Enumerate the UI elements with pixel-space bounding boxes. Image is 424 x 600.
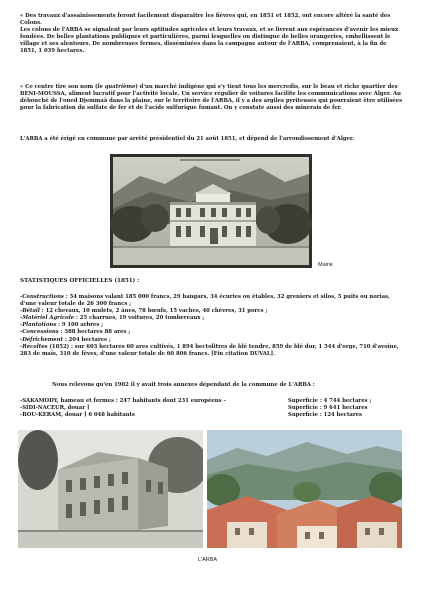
- stat-value: : 12 chevaux, 10 mulets, 2 ânes, 78 bœufs, 15 vaches, 40 chèvres, 31 porcs ;: [39, 308, 268, 315]
- stat-line: [20, 329, 404, 336]
- annexes-table: [20, 398, 410, 419]
- mairie-photo: [110, 154, 312, 268]
- town-illustration: [207, 430, 402, 548]
- market-paragraph: [20, 84, 404, 112]
- stat-value: : 25 charrues, 19 voitures, 20 tombereaux ;: [74, 315, 205, 322]
- annex-area: Superficie : 124 hectares: [288, 412, 363, 418]
- market-text-italic: le quatrième: [97, 84, 136, 90]
- stat-label: -Bétail: [20, 308, 40, 315]
- intro-paragraph-1: « Des travaux d'assainissements feront facilement disparaître les fièvres qui, en 1851 et 1852, ont encore altéré la santé des Colons.: [20, 13, 391, 27]
- annex-row: [20, 405, 410, 412]
- stat-value: : 388 hectares 88 ares ;: [58, 329, 131, 336]
- building-photo: [18, 430, 203, 548]
- stat-line: [20, 315, 404, 322]
- stat-label: -Concessions: [20, 329, 59, 336]
- stat-label: -Constructions: [20, 294, 64, 300]
- market-text-b: ) d'un marché indigène qui s'y tient tous les mercredis, sur le beau et riche quartier des BENI-MOUSSA, aliment lucratif pour l'activité locale. Un service régulier de voitures facilite les communications avec Alger. Au débouché de l'oued Djemmaâ dans la plaine, sur le territoire de l'ARBA, il y a des argiles pyriteuses qui pourraient être utilisées pour la fabrication du sulfate de fer et de l'acide sulfurique fumant. On y constate aussi des minerais de fer.: [20, 84, 403, 112]
- building-illustration: [18, 430, 203, 548]
- stat-value: (1852) : sur 603 hectares 60 ares cultivés, 1 894 hectolitres de blé tendre, 859 de blé dur, 1 544 d'orge, 710 d'avoine, 283 de maïs, 310 de fèves, d'une valeur totale de 60 806 francs. [Fin citation DUVAL].: [20, 343, 399, 357]
- stat-label: -Récoltes: [20, 343, 48, 350]
- stat-line: [20, 344, 404, 358]
- annex-name: -SAKAMODY, hameau et fermes : 247 habitants dont 231 européens –: [20, 398, 227, 404]
- stat-line: [20, 337, 404, 344]
- commune-paragraph: L'ARBA a été érigé en commune par arrêté présidentiel du 21 août 1851, et dépend de l'arrondissement d'Alger.: [20, 136, 355, 142]
- intro-paragraph-2: Les colons de l'ARBA se signalent par leurs aptitudes agricoles et leurs travaux, et se livrent aux espérances d'avenir les mieux fondées. De belles plantations publiques et particulières, parmi lesquelles on distingue de belles orangeries, embellissent le village et ses alentours. De nombreuses fermes, disséminées dans la campagne autour de l'ARBA, comprenaient, à la fin de 1851, 1 039 hectares.: [20, 27, 399, 55]
- stat-line: [20, 322, 404, 329]
- annex-area: Superficie : 9 641 hectares: [288, 405, 368, 411]
- mairie-caption: Mairie: [318, 262, 333, 268]
- stat-label: -Défrichement: [20, 336, 63, 343]
- stat-value: : 204 hectares ;: [62, 336, 111, 343]
- annex-name: -BOU-KERAM, douar ] 6 048 habitants: [20, 412, 135, 418]
- annex-row: [20, 398, 410, 405]
- stat-label: -Plantations: [20, 322, 57, 329]
- annex-name: -SIDI-NACEUR, douar ]: [20, 405, 90, 411]
- stat-value: : 9 100 arbres ;: [56, 322, 104, 329]
- stat-value: : 54 maisons valant 185 000 francs, 29 hangars, 34 écuries ou étables, 32 greniers et silos, 5 puits ou norias, d'une valeur totale de 26 300 francs ;: [20, 294, 390, 308]
- market-text-a: « Ce centre tire son nom (: [20, 84, 98, 90]
- mairie-illustration: [110, 154, 312, 268]
- annex-row: [20, 412, 410, 419]
- stat-line: [20, 294, 404, 308]
- stat-label: -Matériel Agricole: [20, 315, 75, 322]
- annex-area: Superficie : 4 744 hectares ;: [288, 398, 372, 404]
- stats-title: STATISTIQUES OFFICIELLES (1851) :: [20, 278, 140, 284]
- bottom-caption: L'ARBA: [198, 557, 218, 563]
- town-photo: [207, 430, 402, 548]
- annexes-intro: Nous relevons qu'en 1902 il y avait trois annexes dépendant de la commune de L'ARBA :: [52, 382, 315, 388]
- stats-block: [20, 294, 404, 358]
- intro-text: [20, 13, 404, 56]
